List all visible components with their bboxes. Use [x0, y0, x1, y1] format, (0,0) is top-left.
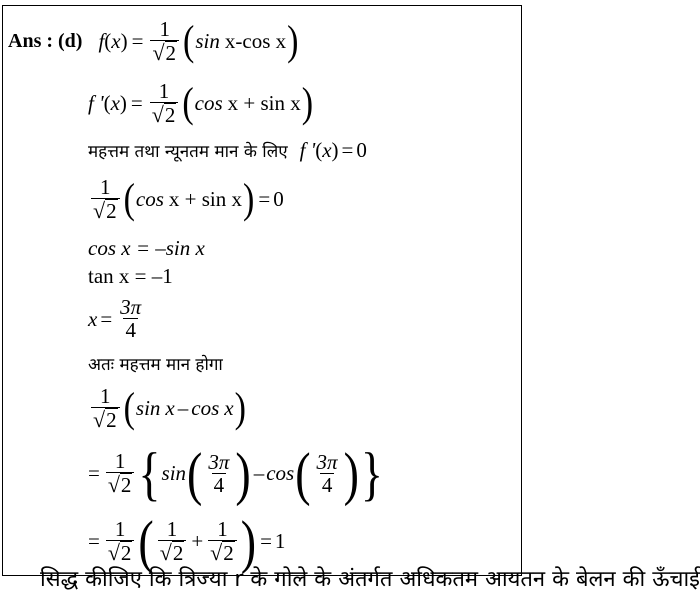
cos-fn: cos — [135, 187, 164, 212]
fraction-1-over-root2: 1 √ 2 — [150, 18, 179, 65]
numerator: 3π — [316, 449, 338, 474]
numerator: 1 — [166, 517, 178, 541]
sin-fn: sin — [135, 396, 161, 421]
x-var: x — [88, 306, 98, 331]
radicand: 2 — [165, 41, 177, 66]
answer-label: Ans : (d) — [8, 30, 83, 53]
minus: – — [177, 396, 189, 421]
numerator: 1 — [114, 449, 126, 473]
cos-fn: cos — [194, 91, 223, 116]
solution-line-3: महत्तम तथा न्यूनतम मान के लिए f ' ( x ) = 0 — [88, 138, 367, 162]
numerator: 1 — [100, 175, 111, 199]
radicand: 2 — [120, 473, 132, 498]
fraction-1-over-root2: 1 √ 2 — [91, 176, 120, 223]
expr: x + sin x — [227, 91, 301, 116]
radicand: 2 — [164, 103, 176, 128]
x-var: x — [111, 29, 121, 54]
numerator: 1 — [159, 17, 170, 41]
next-question-cutoff — [0, 567, 700, 592]
x-var: x — [165, 396, 175, 421]
denominator: 4 — [321, 472, 333, 497]
numerator: 1 — [100, 384, 111, 408]
expr: x + sin x — [168, 187, 243, 212]
cutoff-text: सिद्ध कीजिए कि त्रिज्या r के गोले के अंतर्गत अधिकतम आयतन के बेलन की ऊँचाई — [40, 567, 700, 592]
fraction-1-over-root2: 1 √ 2 — [91, 385, 120, 432]
denominator: 4 — [125, 318, 136, 343]
solution-line-8 — [88, 352, 223, 375]
tan-eq: tan x = –1 — [88, 264, 173, 288]
hindi-therefore-text: अतः महत्तम मान होगा — [88, 355, 223, 375]
radicand: 2 — [106, 408, 117, 433]
numerator: 1 — [217, 517, 228, 541]
solution-line-5 — [88, 236, 205, 261]
f-prime: f ' — [299, 138, 316, 162]
solution-line-2: f ' ( x ) = 1 √ 2 ( cos x + sin x ) — [88, 79, 314, 128]
solution-line-10: = 1 √ 2 { sin ( $\frac{3\pi}{4}$ ) – cos ( $\frac{3\pi}{4}$ ) } — [88, 439, 383, 507]
cos-fn: cos — [191, 396, 220, 421]
numerator: 1 — [158, 79, 170, 103]
result-one: 1 — [274, 529, 286, 554]
fraction-3pi-over-4 — [315, 451, 340, 497]
fraction-1-over-root2: 1 √ 2 — [106, 518, 135, 565]
solution-line-6 — [88, 264, 173, 289]
hindi-condition-text: महत्तम तथा न्यूनतम मान के लिए — [88, 142, 288, 162]
solution-line-9: 1 √ 2 ( sin x – cos x ) — [93, 384, 246, 433]
numerator: 1 — [114, 517, 126, 541]
fraction-1-over-root2: 1 √ 2 — [150, 80, 179, 127]
fraction-1-over-root2: 1 √ 2 — [106, 450, 135, 497]
f-symbol: f — [98, 29, 105, 54]
radicand: 2 — [172, 541, 184, 566]
sin-fn: sin — [161, 461, 187, 486]
f-prime: f ' — [88, 91, 104, 116]
cos-eq: cos x = –sin x — [88, 236, 205, 260]
numerator: 3π — [120, 295, 142, 319]
minus: – — [253, 461, 265, 486]
expr: x-cos x — [224, 29, 287, 54]
fraction-3pi-over-4 — [206, 451, 231, 497]
x-var: x — [322, 138, 332, 162]
solution-line-7: x = $\frac{3\pi}{4}$ — [88, 295, 142, 343]
radicand: 2 — [120, 541, 132, 566]
solution-line-4: 1 √ 2 ( cos x + sin x ) = 0 — [93, 175, 284, 224]
x-var: x — [110, 91, 120, 116]
plus: + — [191, 529, 204, 554]
x-var: x — [224, 396, 234, 421]
zero: 0 — [273, 187, 284, 212]
cos-fn: cos — [266, 461, 295, 486]
sin-fn: sin — [195, 29, 220, 54]
fraction-3pi-over-4 — [118, 296, 143, 342]
zero: 0 — [356, 138, 367, 162]
denominator: 4 — [213, 472, 225, 497]
solution-line-1: Ans : (d) f ( x ) = 1 √ 2 ( sin x-cos x ) — [8, 17, 299, 66]
radicand: 2 — [106, 199, 117, 224]
fraction-1-over-root2: 1 √ 2 — [158, 518, 187, 565]
fraction-1-over-root2: 1 √ 2 — [208, 518, 237, 565]
solution-line-11: = 1 √ 2 ( 1 √ 2 + 1 √ 2 ) = 1 — [88, 507, 286, 575]
radicand: 2 — [223, 541, 234, 566]
numerator: 3π — [208, 449, 230, 474]
